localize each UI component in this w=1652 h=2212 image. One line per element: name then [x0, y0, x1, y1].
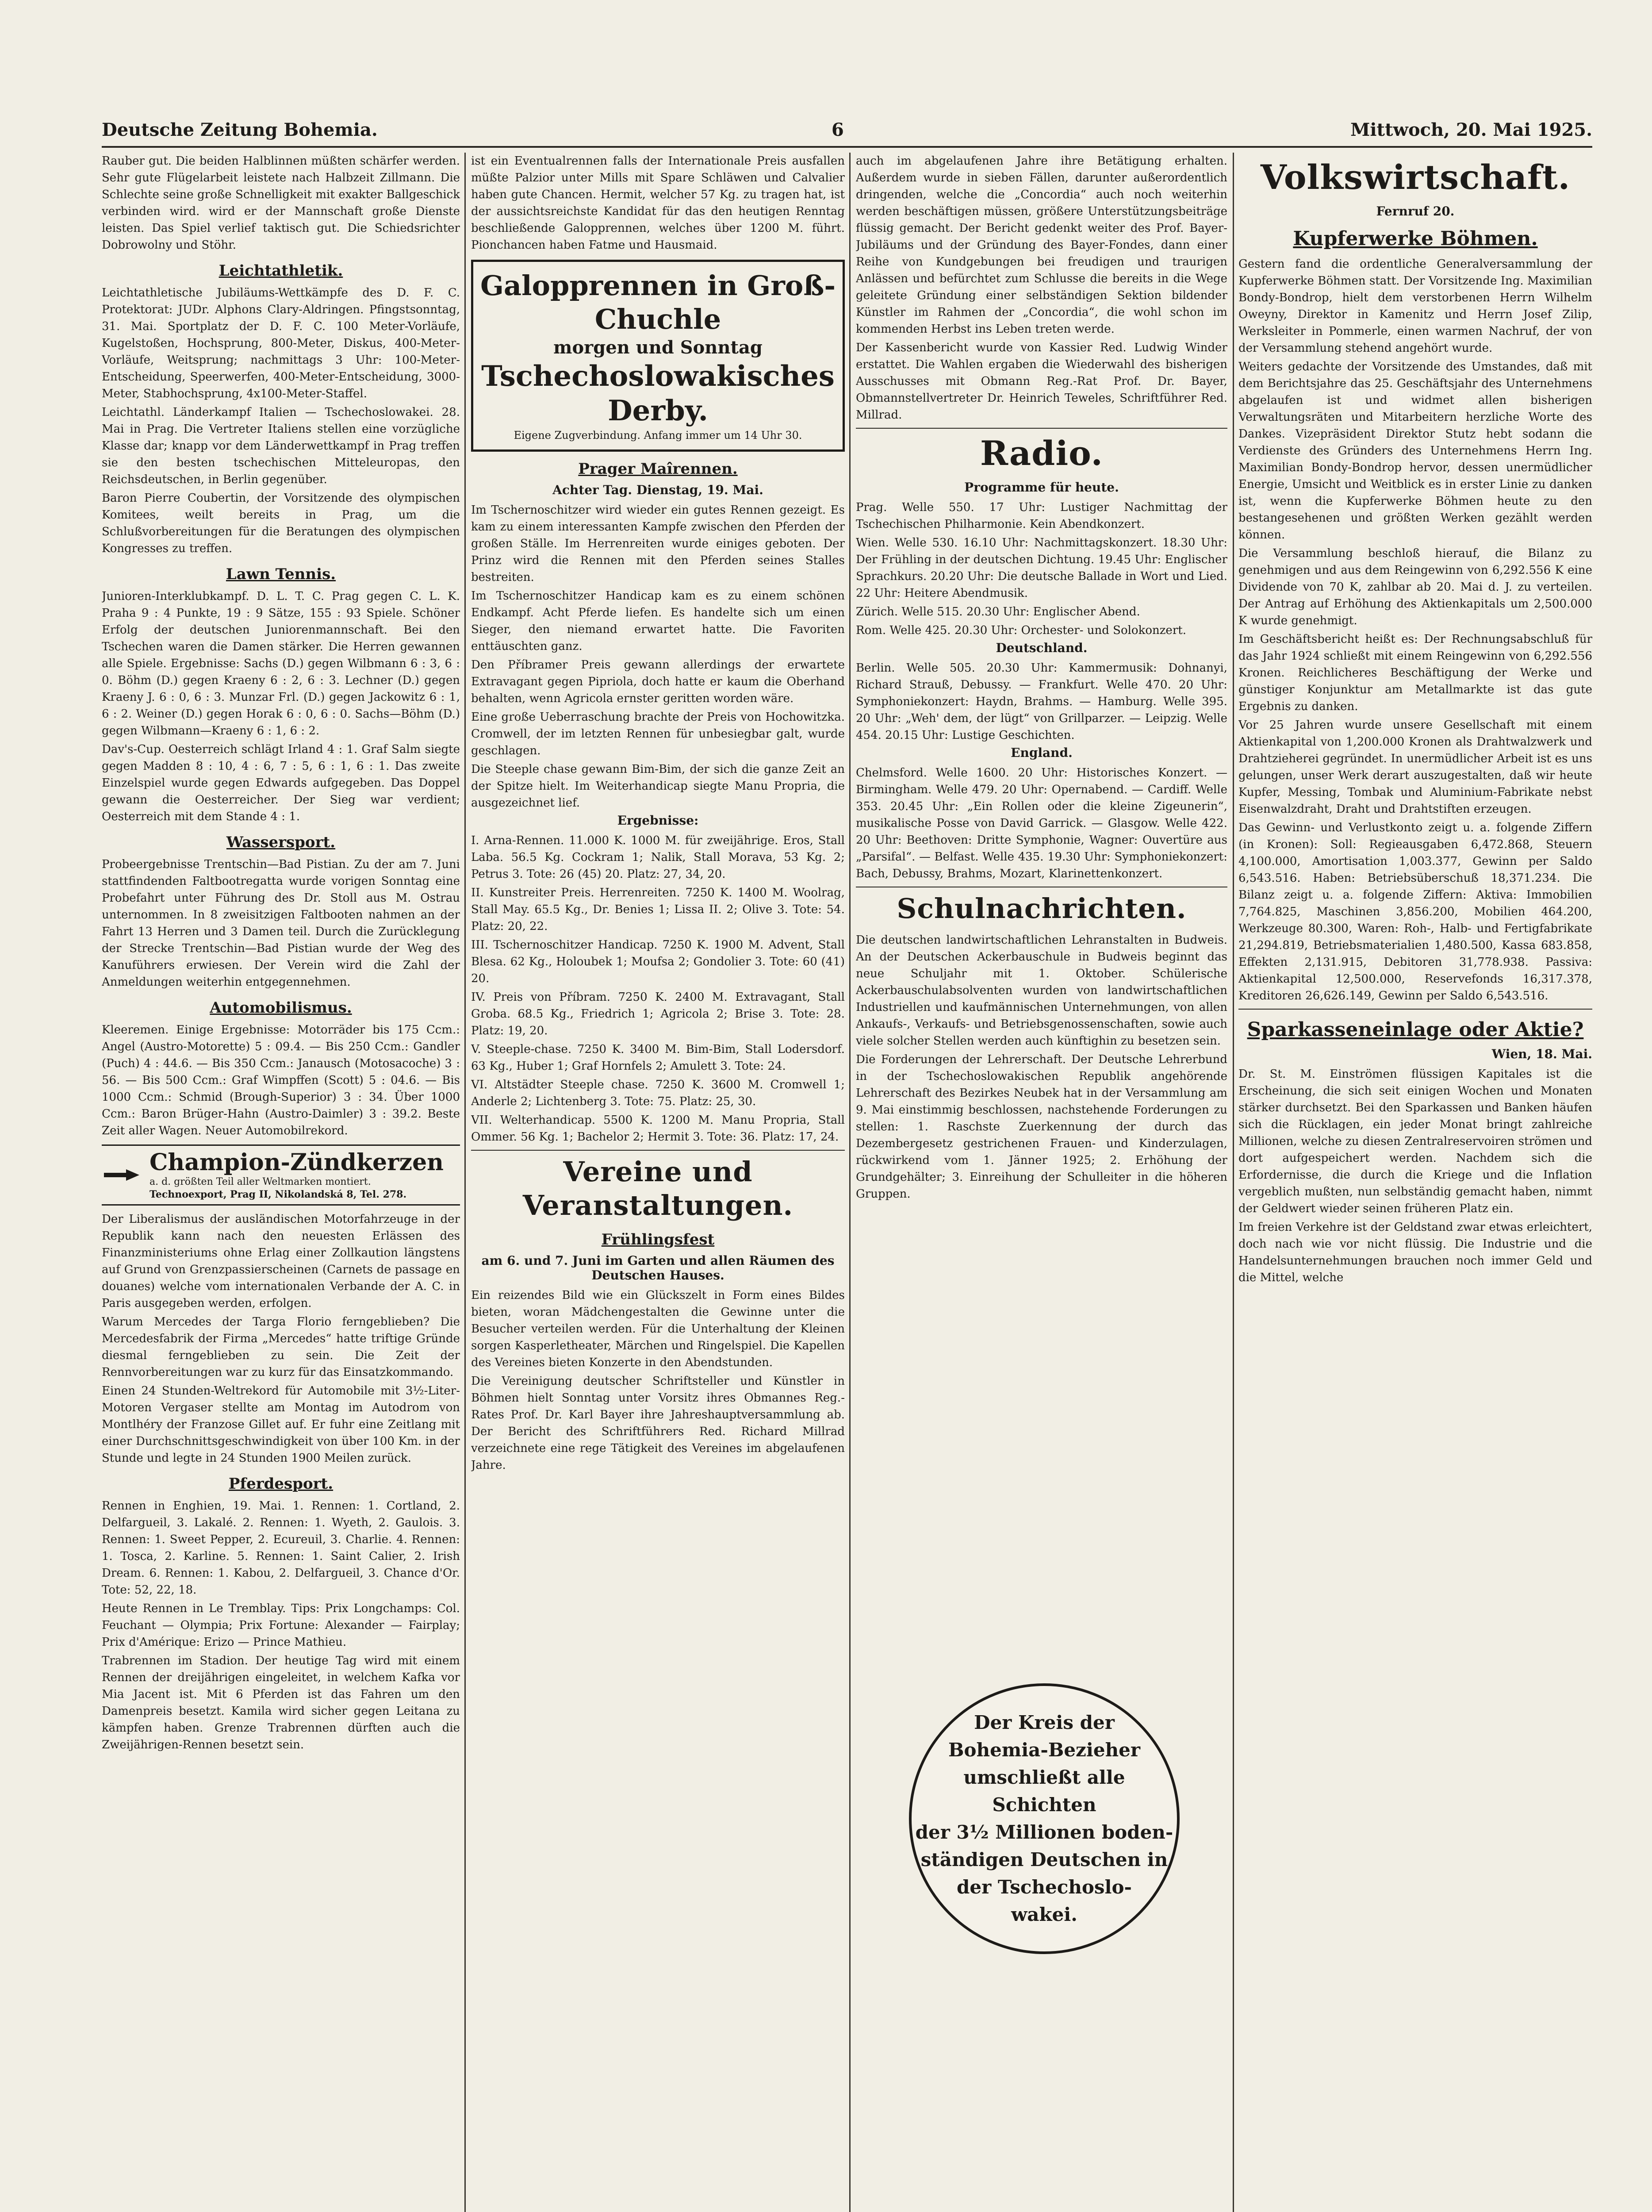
article-text: Einen 24 Stunden-Weltrekord für Automobile mit 3½-Liter-Motoren Vergaser stellte am Montag im Autodrom von Montlhéry der Franzose Gillet auf. Er fuhr eine Zeitlang mit einer Durchschnittsgeschwindigkeit von über 100 Km. in der Stunde und legte in 24 Stunden 1900 Meilen zurück.	[102, 1384, 460, 1465]
article-text: Der Kassenbericht wurde von Kassier Red. Ludwig Winder erstattet. Die Wahlen ergaben die Wiederwahl des bisherigen Ausschusses mit Obmann Reg.-Rat Prof. Dr. Bayer, Obmannstellvertreter Dr. Heinrich Teweles, Schriftführer Red. Millrad.	[856, 341, 1227, 422]
bohemia-circle-advertisement	[909, 1683, 1180, 1954]
article-text: Im freien Verkehre ist der Geldstand zwar etwas erleichtert, doch nach wie vor nicht flüssig. Die Industrie und die Handelsunternehmungen brauchen noch immer Geld und die Mittel, welche	[1238, 1221, 1592, 1284]
circle-line: der Tschechoslo-	[957, 1876, 1132, 1898]
divider	[471, 1150, 845, 1151]
running-header	[102, 119, 1592, 146]
ad-title: Champion-Zündkerzen	[149, 1149, 444, 1176]
header-date: Mittwoch, 20. Mai 1925.	[1350, 119, 1592, 140]
article-text: Ein reizendes Bild wie ein Glückszelt in Form eines Bildes bieten, woran Mädchengestalten die Gewinne unter die Besucher verteilen werden. Für die Unterhaltung der Kleinen sorgen Kasperletheater, Märchen und Ringelspiel. Die Kapellen des Vereines bieten Konzerte in den Abendstunden.	[471, 1289, 845, 1369]
radio-program: Rom. Welle 425. 20.30 Uhr: Orchester- und Solokonzert.	[856, 624, 1186, 637]
ad-days: morgen und Sonntag	[553, 337, 763, 358]
dateline: Wien, 18. Mai.	[1491, 1047, 1592, 1061]
section-heading: Wassersport.	[226, 833, 336, 851]
section-heading: Lawn Tennis.	[226, 565, 336, 583]
radio-program: Berlin. Welle 505. 20.30 Uhr: Kammermusik: Dohnanyi, Richard Strauß, Debussy. — Frankfurt. Welle 470. 20 Uhr: Symphoniekonzert: Haydn, Brahms. — Hamburg. Welle 395. 20 Uhr: „Weh' dem, der lügt“ von Grillparzer. — Leipzig. Welle 454. 20.15 Uhr: Lustige Geschichten.	[856, 661, 1227, 742]
ad-address: Technoexport, Prag II, Nikolandská 8, Tel. 278.	[149, 1189, 407, 1200]
section-heading: Automobilismus.	[210, 999, 352, 1017]
ad-headline: Galopprennen in Groß-Chuchle	[480, 269, 836, 335]
section-title: Radio.	[980, 434, 1103, 473]
header-rule	[102, 146, 1592, 148]
section-heading: Frühlingsfest	[601, 1231, 715, 1248]
race-result: I. Arna-Rennen. 11.000 K. 1000 M. für zweijährige. Eros, Stall Laba. 56.5 Kg. Cockram 1; Nalik, Stall Morava, 53 Kg. 2; Petrus 3. Tote: 26 (45) 20. Platz: 27, 34, 20.	[471, 834, 845, 881]
column-racing	[471, 153, 845, 2212]
article-text: Baron Pierre Coubertin, der Vorsitzende des olympischen Komitees, weilt bereits in Prag, um die Schlußvorbereitungen für die Beratungen des olympischen Kongresses zu treffen.	[102, 492, 460, 555]
article-text: Junioren-Interklubkampf. D. L. T. C. Prag gegen C. L. K. Praha 9 : 4 Punkte, 19 : 9 Sätze, 155 : 93 Spiele. Schöner Erfolg der deutschen Juniorenmannschaft. Bei den Tschechen waren die Damen stärker. Die Herren gewannen alle Spiele. Ergebnisse: Sachs (D.) gegen Wilbmann 6 : 3, 6 : 0. Böhm (D.) gegen Kraeny 6 : 2, 6 : 3. Lechner (D.) gegen Kraeny J. 6 : 0, 6 : 3. Munzar Frl. (D.) gegen Jackowitz 6 : 1, 6 : 2. Weiner (D.) gegen Horak 6 : 0, 6 : 0. Sachs—Böhm (D.) gegen Wilbmann—Kraeny 6 : 1, 6 : 2.	[102, 590, 460, 737]
race-result: V. Steeple-chase. 7250 K. 3400 M. Bim-Bim, Stall Lodersdorf. 63 Kg., Huber 1; Graf Hornfels 2; Amulett 3. Tote: 24.	[471, 1043, 845, 1073]
article-text: Im Tschernoschitzer Handicap kam es zu einem schönen Endkampf. Acht Pferde liefen. Es handelte sich um einen Sieger, den niemand erwartet hatte. Die Favoriten enttäuschten ganz.	[471, 589, 845, 653]
region-heading: Deutschland.	[996, 641, 1088, 655]
article-text: Das Gewinn- und Verlustkonto zeigt u. a. folgende Ziffern (in Kronen): Soll: Regieausgaben 6,472.868, Steuern 4,100.000, Amortisation 1,003.377, Gewinn per Saldo 6,543.516. Haben: Betriebsüberschuß 18,371.234. Die Bilanz zeigt u. a. folgende Ziffern: Aktiva: Immobilien 7,764.825, Maschinen 3,856.200, Mobilien 464.200, Werkzeuge 80.300, Waren: Roh-, Halb- und Fertigfabrikate 21,294.819, Betriebsmaterialien 1,480.500, Kassa 683.858, Effekten 2,131.915, Debitoren 31,778.938. Passiva: Aktienkapital 12,500.000, Reservefonds 16,317.378, Kreditoren 26,626.149, Gewinn per Saldo 6,543.516.	[1238, 821, 1592, 1002]
article-text: Heute Rennen in Le Tremblay. Tips: Prix Longchamps: Col. Feuchant — Olympia; Prix Fortune: Alexander — Fairplay; Prix d'Amérique: Erizo — Prince Mathieu.	[102, 1602, 460, 1649]
article-text: Im Geschäftsbericht heißt es: Der Rechnungsabschluß für das Jahr 1924 schließt mit einem Reingewinn von 6,292.556 Kronen. Reichlicheres Beschäftigung der Werke und günstiger Konjunktur am Metallmarkte ist das gute Ergebnis zu danken.	[1238, 633, 1592, 713]
circle-line: wakei.	[1011, 1904, 1077, 1925]
section-title: Schulnachrichten.	[897, 892, 1187, 925]
article-text: ist ein Eventualrennen falls der Internationale Preis ausfallen müßte Palzior unter Mills mit Spare Schläwen und Calvalier haben gute Chancen. Hermit, welcher 57 Kg. zu tragen hat, ist der aussichtsreichste Kandidat für das den heutigen Renntag beschließende Galopprennen, welches über 1200 M. führt. Pionchancen haben Fatme und Hausmaid.	[471, 154, 845, 252]
race-result: IV. Preis von Příbram. 7250 K. 2400 M. Extravagant, Stall Groba. 68.5 Kg., Friedrich 1; Agricola 2; Brise 3. Tote: 28. Platz: 19, 20.	[471, 991, 845, 1037]
region-heading: England.	[1011, 745, 1073, 760]
section-title: Volkswirtschaft.	[1260, 157, 1571, 197]
section-heading: Pferdesport.	[228, 1475, 333, 1493]
article-text: Leichtathletische Jubiläums-Wettkämpfe des D. F. C. Protektorat: JUDr. Alphons Clary-Aldringen. Pfingstsonntag, 31. Mai. Sportplatz der D. F. C. 100 Meter-Vorläufe, Kugelstoßen, Hochsprung, 800-Meter, Diskus, 400-Meter-Vorläufe, Weitsprung; nachmittags 3 Uhr: 100-Meter-Entscheidung, Speerwerfen, 400-Meter-Entscheidung, 3000-Meter, Stabhochsprung, 4x100-Meter-Staffel.	[102, 286, 460, 400]
article-text: Der Liberalismus der ausländischen Motorfahrzeuge in der Republik kann nach den neuesten Erlässen des Finanzministeriums ohne Erlag einer Zollkaution längstens auf Grund von Grenzpassierscheinen (Carnets de passage en douanes) welche vom internationalen Verbande der A. C. in Paris ausgegeben werden, erfolgen.	[102, 1213, 460, 1310]
divider	[1238, 1009, 1592, 1010]
article-text: Die Versammlung beschloß hierauf, die Bilanz zu genehmigen und aus dem Reingewinn von 6,292.556 K eine Dividende von 70 K, zahlbar ab 20. Mai d. J. zu verteilen. Der Antrag auf Erhöhung des Aktienkapitals um 2,500.000 K wurde genehmigt.	[1238, 547, 1592, 627]
article-text: Den Příbramer Preis gewann allerdings der erwartete Extravagant gegen Pipriola, doch hatte er kaum die Oberhand behalten, wenn Agricola ernster geritten worden wäre.	[471, 658, 845, 705]
circle-line: der 3½ Millionen boden-	[915, 1821, 1173, 1843]
section-subheading: Achter Tag. Dienstag, 19. Mai.	[552, 483, 763, 497]
article-text: Im Tschernoschitzer wird wieder ein gutes Rennen gezeigt. Es kam zu einem interessanten Kampfe zwischen den Pferden der großen Ställe. Im Herrenreiten wurde einiges geboten. Der Prinz wird die Rennen mit den Pferden seines Stalles bestreiten.	[471, 503, 845, 584]
section-heading: Leichtathletik.	[218, 262, 343, 280]
circle-line: Bohemia-Bezieher	[948, 1739, 1140, 1761]
ad-note: Eigene Zugverbindung. Anfang immer um 14 Uhr 30.	[514, 429, 802, 442]
article-text: Rennen in Enghien, 19. Mai. 1. Rennen: 1. Cortland, 2. Delfargueil, 3. Lakalé. 2. Rennen: 1. Wyeth, 2. Gaulois. 3. Rennen: 1. Sweet Pepper, 2. Ecureuil, 3. Charlie. 4. Rennen: 1. Tosca, 2. Karline. 5. Rennen: 1. Saint Calier, 2. Irish Dream. 6. Rennen: 1. Kabou, 2. Delfargueil, 3. Chance d'Or. Tote: 52, 22, 18.	[102, 1499, 460, 1597]
section-subheading: Fernruf 20.	[1376, 204, 1455, 219]
column-divider	[1233, 153, 1234, 2212]
hand-pointer-icon	[102, 1160, 142, 1190]
article-text: Die Vereinigung deutscher Schriftsteller und Künstler in Böhmen hielt Sonntag unter Vorsitz ihres Obmannes Reg.-Rates Prof. Dr. Karl Bayer ihre Jahreshauptversammlung ab. Der Bericht des Schriftführers Red. Richard Millrad verzeichnete eine rege Tätigkeit des Vereines im abgelaufenen Jahre.	[471, 1375, 845, 1472]
circle-line: umschließt alle Schichten	[963, 1767, 1125, 1816]
race-result: III. Tschernoschitzer Handicap. 7250 K. 1900 M. Advent, Stall Blesa. 62 Kg., Holoubek 1; Moufsa 2; Gondolier 3. Tote: 60 (41) 20.	[471, 938, 845, 985]
article-heading: Kupferwerke Böhmen.	[1293, 227, 1538, 250]
article-text: Leichtathl. Länderkampf Italien — Tschechoslowakei. 28. Mai in Prag. Die Vertreter Italiens stellen eine vorzügliche Klasse dar; knapp vor dem Länderwettkampf in Prag treffen sie den besten tschechischen Mitteleuropas, den Reichsdeutschen, in Berlin gegenüber.	[102, 406, 460, 486]
race-result: VII. Welterhandicap. 5500 K. 1200 M. Manu Propria, Stall Ommer. 56 Kg. 1; Bachelor 2; Hermit 3. Tote: 36. Platz: 17, 24.	[471, 1114, 845, 1144]
column-economy	[1238, 153, 1592, 2212]
article-text: Dr. St. M. Einströmen flüssigen Kapitales ist die Erscheinung, die sich seit einigen Wochen und Monaten stärker durchsetzt. Bei den Sparkassen und Banken häufen sich die Rücklagen, ein jeder Monat bringt zahlreiche Millionen, welche zu diesen Zentralreservoiren strömen und dort aufgespeichert werden. Nachdem sich die Erfordernisse, die durch die Kriege und die Inflation vergeblich mußten, nun selbständig gemacht haben, nimmt der Geldwert wieder seinen früheren Platz ein.	[1238, 1068, 1592, 1215]
article-text: Rauber gut. Die beiden Halblinnen müßten schärfer werden. Sehr gute Flügelarbeit leistete nach Halbzeit Zillmann. Die Schlechte seine große Schnelligkeit mit exakter Ballgeschick verbinden wird. wird er der Mannschaft große Dienste leisten. Das Spiel verlief taktisch gut. Die Schiedsrichter Dobrowolny und Stöhr.	[102, 154, 460, 252]
race-result: II. Kunstreiter Preis. Herrenreiten. 7250 K. 1400 M. Woolrag, Stall May. 65.5 Kg., Dr. Benies 1; Lissa II. 2; Olive 3. Tote: 54. Platz: 20, 22.	[471, 886, 845, 933]
article-text: Die Steeple chase gewann Bim-Bim, der sich die ganze Zeit an der Spitze hielt. Im Weiterhandicap siegte Manu Propria, die ausgezeichnet lief.	[471, 763, 845, 810]
header-masthead: Deutsche Zeitung Bohemia.	[102, 119, 378, 140]
race-result: VI. Altstädter Steeple chase. 7250 K. 3600 M. Cromwell 1; Anderle 2; Lichtenberg 3. Tote: 75. Platz: 25, 30.	[471, 1078, 845, 1108]
ad-subtitle: a. d. größten Teil aller Weltmarken montiert.	[149, 1176, 371, 1187]
article-text: Weiters gedachte der Vorsitzende des Umstandes, daß mit dem Berichtsjahre das 25. Geschäftsjahr des Unternehmens abgelaufen ist und widmet allen bisherigen Verwaltungsräten und Mitarbeitern herzliche Worte des Dankes. Vizepräsident Direktor Stutz hebt sodann die Verdienste des Gründers des Unternehmens Herrn Ing. Maximilian Bondy-Bondrop hervor, dessen unermüdlicher Energie, Umsicht und Weitblick es in erster Linie zu danken ist, wenn die Kupferwerke Böhmen heute zu den bestangesehenen und größten Werken gezählt werden können.	[1238, 360, 1592, 541]
champion-advertisement	[102, 1144, 460, 1206]
radio-program: Zürich. Welle 515. 20.30 Uhr: Englischer Abend.	[856, 605, 1140, 618]
article-text: Die Forderungen der Lehrerschaft. Der Deutsche Lehrerbund in der Tschechoslowakischen Republik angehörende Lehrerschaft des Bezirkes Neubek hat in der Versammlung am 9. Mai einstimmig beschlossen, nachstehende Forderungen zu stellen: 1. Raschste Zuerkennung der durch das Dezembergesetz gestrichenen Frauen- und Kinderzulagen, rückwirkend vom 1. Jänner 1925; 2. Erhöhung der Grundgehälter; 3. Einreihung der Schulleiter in die höheren Gruppen.	[856, 1053, 1227, 1201]
column-radio-school	[856, 153, 1227, 2212]
article-text: Probeergebnisse Trentschin—Bad Pistian. Zu der am 7. Juni stattfindenden Faltbootregatta wurde vorigen Sonntag eine Probefahrt unter Führung des Dr. Stoll aus M. Ostrau unternommen. In 8 zweisitzigen Faltbooten nahmen an der Fahrt 13 Herren und 3 Damen teil. Durch die Zurücklegung der Strecke Trentschin—Bad Pistian wurde der Weg des Kanuführers erwiesen. Der Verein wird die Zahl der Anmeldungen weiterhin entgegennehmen.	[102, 858, 460, 989]
header-page-number: 6	[832, 119, 844, 140]
radio-program: Wien. Welle 530. 16.10 Uhr: Nachmittagskonzert. 18.30 Uhr: Der Frühling in der deutschen Dichtung. 19.45 Uhr: Englischer Sprachkurs. 20.20 Uhr: Die deutsche Ballade in Wort und Lied. 22 Uhr: Heitere Abendmusik.	[856, 536, 1227, 600]
article-text: Dav's-Cup. Oesterreich schlägt Irland 4 : 1. Graf Salm siegte gegen Madden 8 : 10, 4 : 6, 7 : 5, 6 : 1, 6 : 1. Das zweite Einzelspiel wurde gegen Edwards aufgegeben. Das Doppel gewann die Oesterreicher. Der Sieg war verdient; Oesterreich mit dem Stande 4 : 1.	[102, 743, 460, 823]
results-heading: Ergebnisse:	[617, 813, 699, 828]
article-text: Trabrennen im Stadion. Der heutige Tag wird mit einem Rennen der dreijährigen eingeleitet, in welchem Kafka vor Mia Jacent ist. Mit 6 Pferden ist das Fahren um den Damenpreis besetzt. Kamila wird sicher gegen Leitana zu kämpfen haben. Grenze Trabrennen dürften auch die Zweijährigen-Rennen besetzt sein.	[102, 1654, 460, 1751]
article-text: Die deutschen landwirtschaftlichen Lehranstalten in Budweis. An der Deutschen Ackerbauschule in Budweis beginnt das neue Schuljahr mit 1. Oktober. Schülerische Ackerbauschulabsolventen wurden von landwirtschaftlichen Industriellen und kaufmännischen Unternehmungen, von allen Ankaufs-, Verkaufs- und Betriebsgenossenschaften, sowie auch viele solcher Stellen werden auch künftighin zu besetzen sein.	[856, 933, 1227, 1048]
circle-line: ständigen Deutschen in	[920, 1849, 1168, 1870]
section-heading: Prager Maîrennen.	[578, 460, 738, 478]
circle-line: Der Kreis der	[974, 1712, 1115, 1733]
article-text: Vor 25 Jahren wurde unsere Gesellschaft mit einem Aktienkapital von 1,200.000 Kronen als Drahtwalzwerk und Drahtzieherei gegründet. In unermüdlicher Arbeit ist es uns gelungen, unser Werk derart auszugestalten, daß wir heute Kupfer, Messing, Tombak und Aluminium-Fabrikate nebst Eisenwalzdraht, Draht und Drahtstiften erzeugen.	[1238, 718, 1592, 816]
column-divider	[464, 153, 466, 2212]
article-text: Gestern fand die ordentliche Generalversammlung der Kupferwerke Böhmen statt. Der Vorsitzende Ing. Maximilian Bondy-Bondrop, hielt dem verstorbenen Herrn Wilhelm Oweyny, Direktor in Kamenitz und Herrn Josef Zilip, Werksleiter in Pommerle, einen warmen Nachruf, der von der Versammlung stehend angehört wurde.	[1238, 257, 1592, 355]
article-text: Warum Mercedes der Targa Florio ferngeblieben? Die Mercedesfabrik der Firma „Mercedes“ hatte triftige Gründe diesmal ferngeblieben zu sein. Die Zeit der Rennvorbereitungen war zu kurz für das Einsatzkommando.	[102, 1315, 460, 1379]
article-heading: Sparkasseneinlage oder Aktie?	[1247, 1018, 1584, 1041]
section-subheading: am 6. und 7. Juni im Garten und allen Räumen des Deutschen Hauses.	[481, 1253, 835, 1283]
section-subheading: Programme für heute.	[964, 480, 1119, 495]
article-text: auch im abgelaufenen Jahre ihre Betätigung erhalten. Außerdem wurde in sieben Fällen, darunter außerordentlich dringenden, welche die „Concordia“ auch noch weiterhin werden beschäftigen müssen, größere Unterstützungsbeiträge flüssig gemacht. Der Bericht gedenkt weiter des Prof. Bayer-Jubiläums und der Gründung des Bayer-Fondes, dann einer Reihe von Kundgebungen bei freudigen und traurigen Anlässen und befürchtet zum Schlusse die bereits in die Wege geleitete Gründung einer selbständigen Sektion bildender Künstler im Rahmen der „Concordia“, die wohl schon im kommenden Herbst ins Leben treten werde.	[856, 154, 1227, 336]
radio-program: Chelmsford. Welle 1600. 20 Uhr: Historisches Konzert. — Birmingham. Welle 479. 20 Uhr: Opernabend. — Cardiff. Welle 353. 20.45 Uhr: „Ein Rollen oder die kleine Zigeunerin“, musikalische Posse von David Garrick. — Glasgow. Welle 422. 20 Uhr: Beethoven: Dritte Symphonie, Wagner: Ouvertüre aus „Parsifal“. — Belfast. Welle 435. 19.30 Uhr: Symphoniekonzert: Bach, Debussy, Brahms, Mozart, Klarinettenkonzert.	[856, 766, 1227, 880]
divider	[856, 428, 1227, 429]
column-sports	[102, 153, 460, 2212]
article-text: Eine große Ueberraschung brachte der Preis von Hochowitzka. Cromwell, der im letzten Rennen für unbesiegbar galt, wurde geschlagen.	[471, 710, 845, 757]
radio-program: Prag. Welle 550. 17 Uhr: Lustiger Nachmittag der Tschechischen Philharmonie. Kein Abendkonzert.	[856, 501, 1227, 531]
ad-derby: Tschechoslowakisches Derby.	[481, 360, 835, 427]
race-advertisement	[471, 260, 845, 452]
article-text: Kleeremen. Einige Ergebnisse: Motorräder bis 175 Ccm.: Angel (Austro-Motorette) 5 : 09.4. — Bis 250 Ccm.: Gandler (Puch) 4 : 44.6. — Bis 350 Ccm.: Janausch (Motosacoche) 3 : 56. — Bis 500 Ccm.: Graf Wimpffen (Scott) 5 : 04.6. — Bis 1000 Ccm.: Schmid (Brough-Superior) 3 : 34. Über 1000 Ccm.: Baron Brüger-Hahn (Austro-Daimler) 3 : 39.2. Beste Zeit aller Wagen. Neuer Automobilrekord.	[102, 1023, 460, 1137]
section-title: Vereine und Veranstaltungen.	[522, 1156, 793, 1221]
column-divider	[849, 153, 851, 2212]
